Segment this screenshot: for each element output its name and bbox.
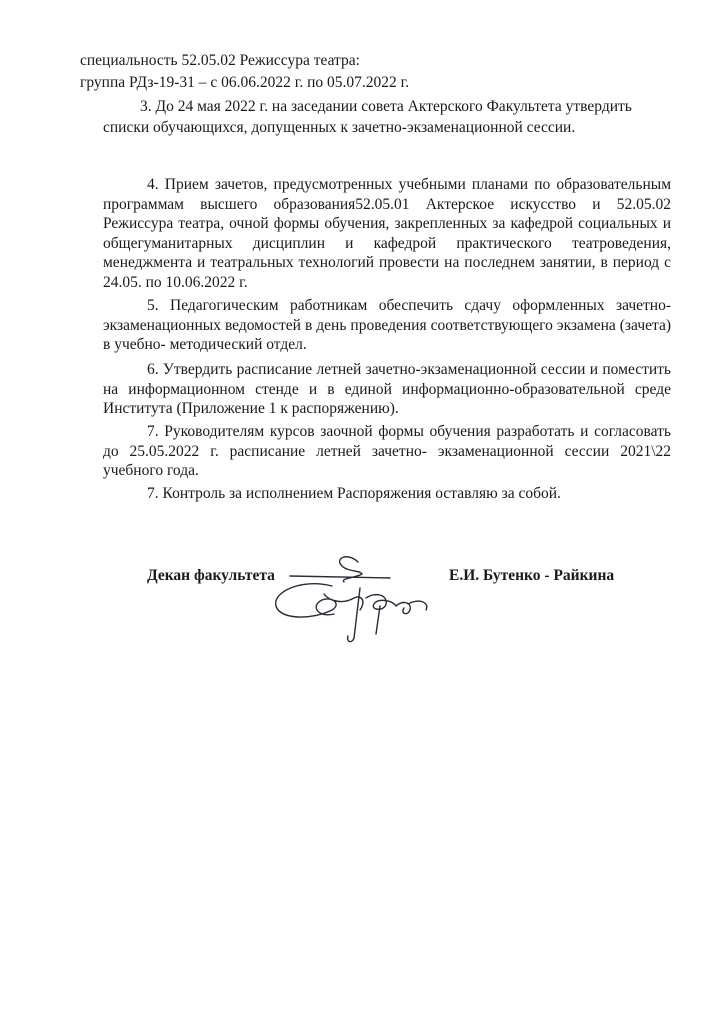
paragraph-7a: 7. Руководителям курсов заочной формы обучения разработать и согласовать до 25.05.2022 г. расписание летней зачетно- экзаменационной сессии 2021\22 учебного года. — [103, 423, 671, 479]
item-3-line-2: списки обучающихся, допущенных к зачетно-экзаменационной сессии. — [103, 119, 576, 136]
paragraph-7b: 7. Контроль за исполнением Распоряжения оставляю за собой. — [147, 485, 561, 502]
item-3-line-1: 3. До 24 мая 2022 г. на заседании совета Актерского Факультета утвердить — [140, 98, 632, 115]
dean-position: Декан факультета — [147, 567, 275, 584]
paragraph-4: 4. Прием зачетов, предусмотренных учебными планами по образовательным программам высшего образования52.05.01 Актерское искусство и 52.05.02 Режиссура театра, очной формы обучения, закрепленных за кафедрой социальных и общегуманитарных дисциплин и кафедрой практического театроведения, менеджмента и театральных технологий провести на последнем занятии, в период с 24.05. по 10.06.2022 г. — [103, 176, 671, 291]
handwritten-signature — [262, 548, 442, 648]
paragraph-5: 5. Педагогическим работникам обеспечить сдачу оформленных зачетно-экзаменационных ведомостей в день проведения соответствующего экзамена (зачета) в учебно- методический отдел. — [103, 297, 671, 353]
group-line: группа РДз-19-31 – с 06.06.2022 г. по 05.07.2022 г. — [80, 74, 410, 91]
paragraph-6: 6. Утвердить расписание летней зачетно-экзаменационной сессии и поместить на информационном стенде и в единой информационно-образовательной среде Института (Приложение 1 к распоряжению). — [103, 361, 671, 417]
specialty-line: специальность 52.05.02 Режиссура театра: — [80, 52, 360, 69]
dean-name: Е.И. Бутенко - Райкина — [449, 567, 615, 584]
